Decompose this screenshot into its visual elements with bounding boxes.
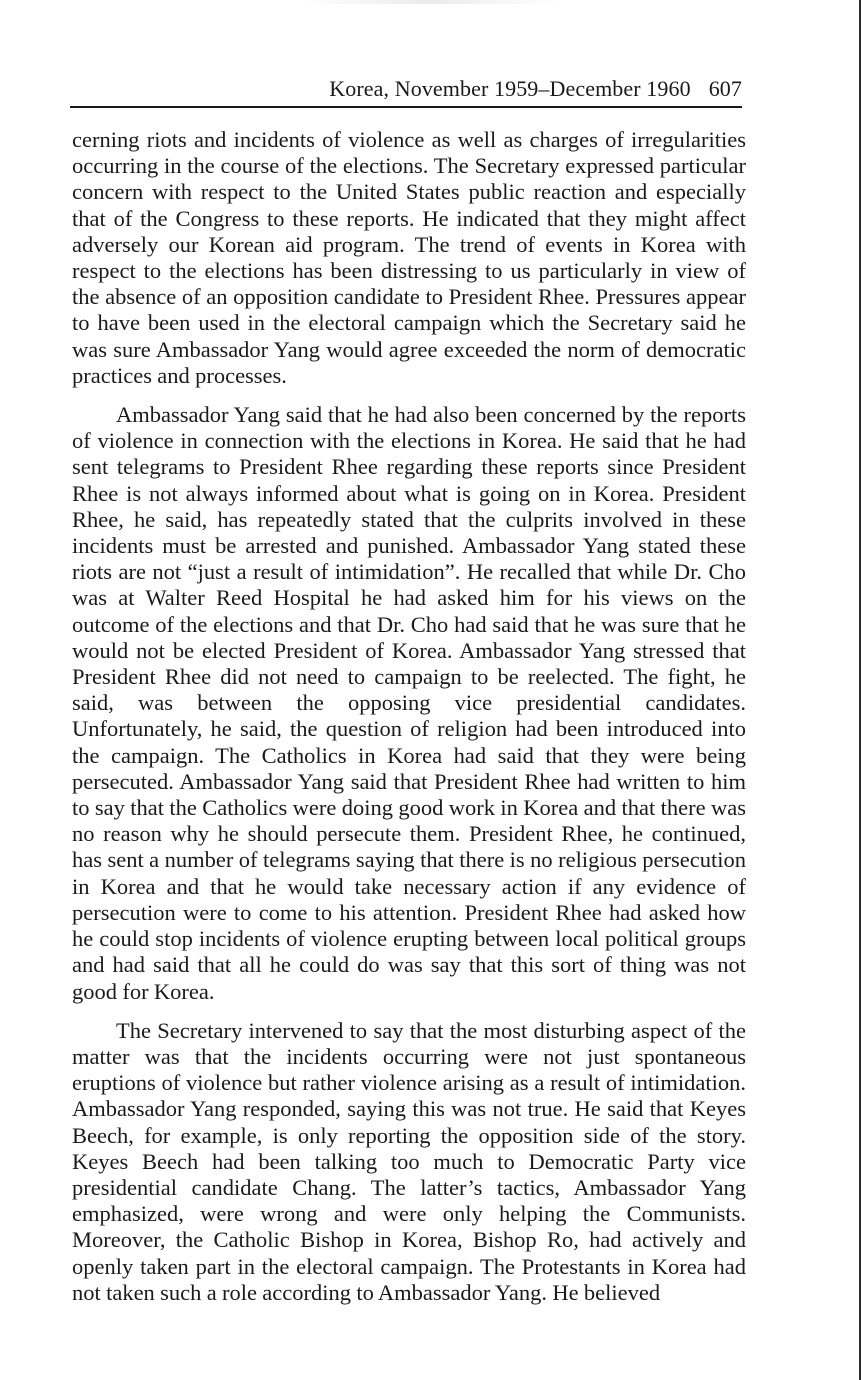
scan-artifact xyxy=(300,0,560,4)
paragraph-2: Ambassador Yang said that he had also been concerned by the reports of violence in connection with the elections in Korea. He said that he had sent telegrams to President Rhee regarding these reports since President Rhee is not always informed about what is going on in Korea. President Rhee, he said, has repeatedly stated that the culprits involved in these incidents must be arrested and punished. Ambassador Yang stated these riots are not “just a result of intimidation”. He recalled that while Dr. Cho was at Walter Reed Hospital he had asked him for his views on the outcome of the elections and that Dr. Cho had said that he was sure that he would not be elected President of Korea. Ambassador Yang stressed that President Rhee did not need to campaign to be reelected. The fight, he said, was between the opposing vice presidential candidates. Unfortunately, he said, the question of religion had been introduced into the campaign. The Catholics in Korea had said that they were being persecuted. Ambassador Yang said that President Rhee had written to him to say that the Catholics were doing good work in Korea and that there was no reason why he should persecute them. President Rhee, he continued, has sent a number of telegrams saying that there is no religious persecution in Korea and that he would take necessary action if any evidence of persecution were to come to his attention. President Rhee had asked how he could stop incidents of violence erupting between local political groups and had said that all he could do was say that this sort of thing was not good for Korea. xyxy=(72,402,746,1004)
page-number: 607 xyxy=(708,76,742,101)
running-head-title: Korea, November 1959–December 1960 xyxy=(329,76,691,101)
body-text xyxy=(72,127,746,1306)
paragraph-3: The Secretary intervened to say that the most disturbing aspect of the matter was that the incidents occurring were not just spontaneous eruptions of violence but rather violence arising as a result of intimidation. Ambassador Yang responded, saying this was not true. He said that Keyes Beech, for example, is only reporting the opposition side of the story. Keyes Beech had been talking too much to Democratic Party vice presidential candidate Chang. The latter’s tactics, Ambassador Yang emphasized, were wrong and were only helping the Communists. Moreover, the Catholic Bishop in Korea, Bishop Ro, had actively and openly taken part in the electoral campaign. The Protestants in Korea had not taken such a role according to Ambassador Yang. He believed xyxy=(72,1017,746,1305)
running-head xyxy=(70,74,742,108)
paragraph-1: cerning riots and incidents of violence as well as charges of irregularities occurring in the course of the elections. The Secretary expressed particular concern with respect to the United States public reaction and especially that of the Congress to these reports. He indicated that they might affect adversely our Korean aid program. The trend of events in Korea with respect to the elections has been distressing to us particularly in view of the absence of an opposition candidate to President Rhee. Pressures appear to have been used in the electoral campaign which the Secretary said he was sure Ambassador Yang would agree exceeded the norm of democratic practices and processes. xyxy=(72,127,746,388)
header-rule xyxy=(70,106,742,108)
